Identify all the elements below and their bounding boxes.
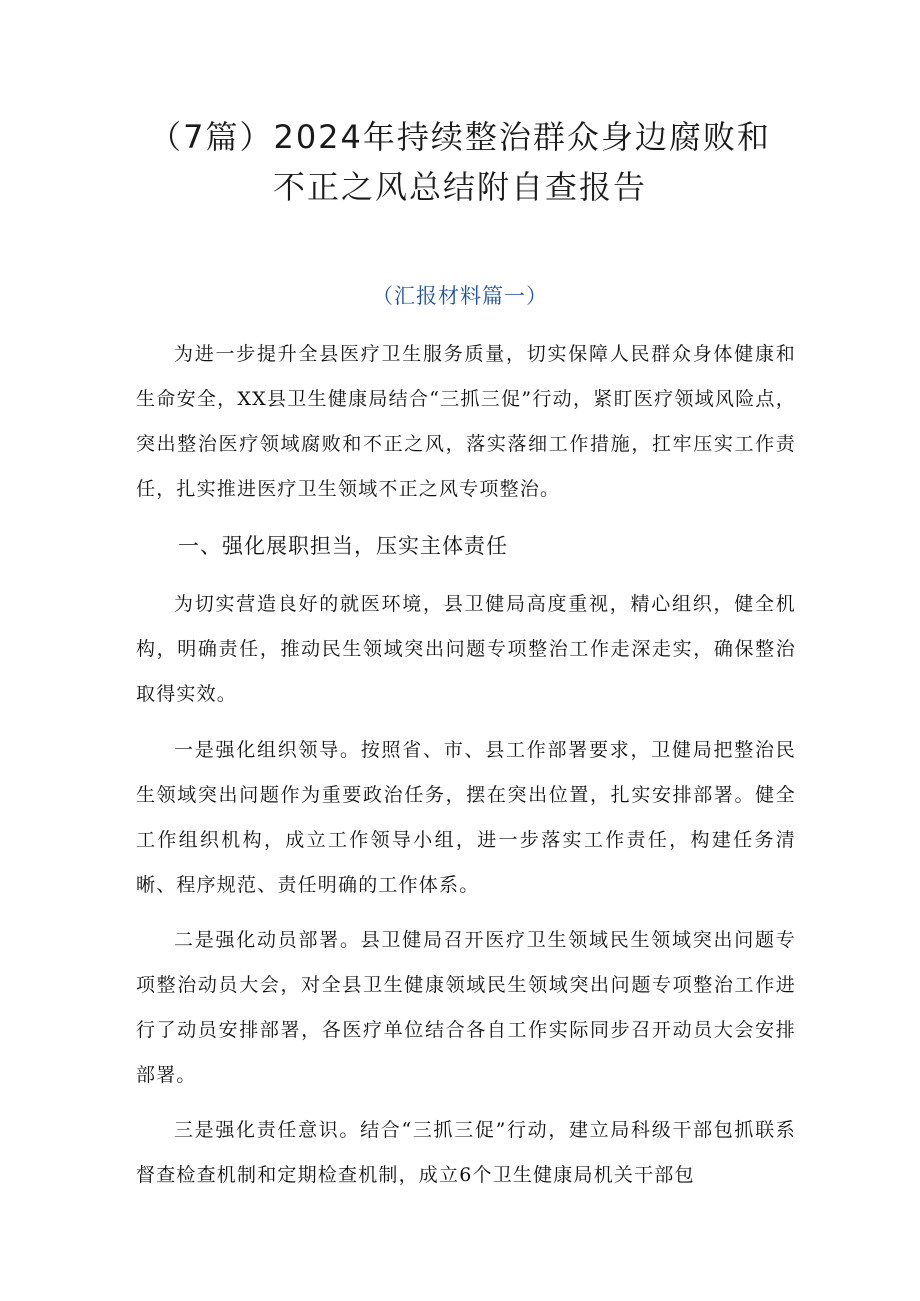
document-title-line-2: 不正之风总结附自查报告 [272, 168, 647, 206]
paragraph-intro: 为进一步提升全县医疗卫生服务质量，切实保障人民群众身体健康和生命安全，XX县卫生健康局结合“三抓三促”行动，紧盯医疗领域风险点，突出整治医疗领域腐败和不正之风，落实落细工作措施，扛牢压实工作责任，扎实推进医疗卫生领域不正之风专项整治。 [136, 343, 796, 500]
paragraph-organization: 一是强化组织领导。按照省、市、县工作部署要求，卫健局把整治民生领域突出问题作为重要政治任务，摆在突出位置，扎实安排部署。健全工作组织机构，成立工作领导小组，进一步落实工作责任，构建任务清晰、程序规范、责任明确的工作体系。 [136, 739, 796, 896]
section-heading-1: 一、强化展职担当，压实主体责任 [178, 534, 508, 558]
paragraph-section-intro: 为切实营造良好的就医环境，县卫健局高度重视，精心组织，健全机构，明确责任，推动民生领域突出问题专项整治工作走深走实，确保整治取得实效。 [136, 593, 796, 705]
paragraph-mobilization: 二是强化动员部署。县卫健局召开医疗卫生领域民生领域突出问题专项整治动员大会，对全县卫生健康领域民生领域突出问题专项整治工作进行了动员安排部署，各医疗单位结合各自工作实际同步召开动员大会安排部署。 [136, 929, 796, 1086]
document-title-line-1: （7篇）2024年持续整治群众身边腐败和 [149, 118, 771, 156]
document-subtitle: （汇报材料篇一） [372, 284, 548, 308]
paragraph-responsibility: 三是强化责任意识。结合“三抓三促”行动，建立局科级干部包抓联系督查检查机制和定期检查机制，成立6个卫生健康局机关干部包 [136, 1119, 796, 1186]
